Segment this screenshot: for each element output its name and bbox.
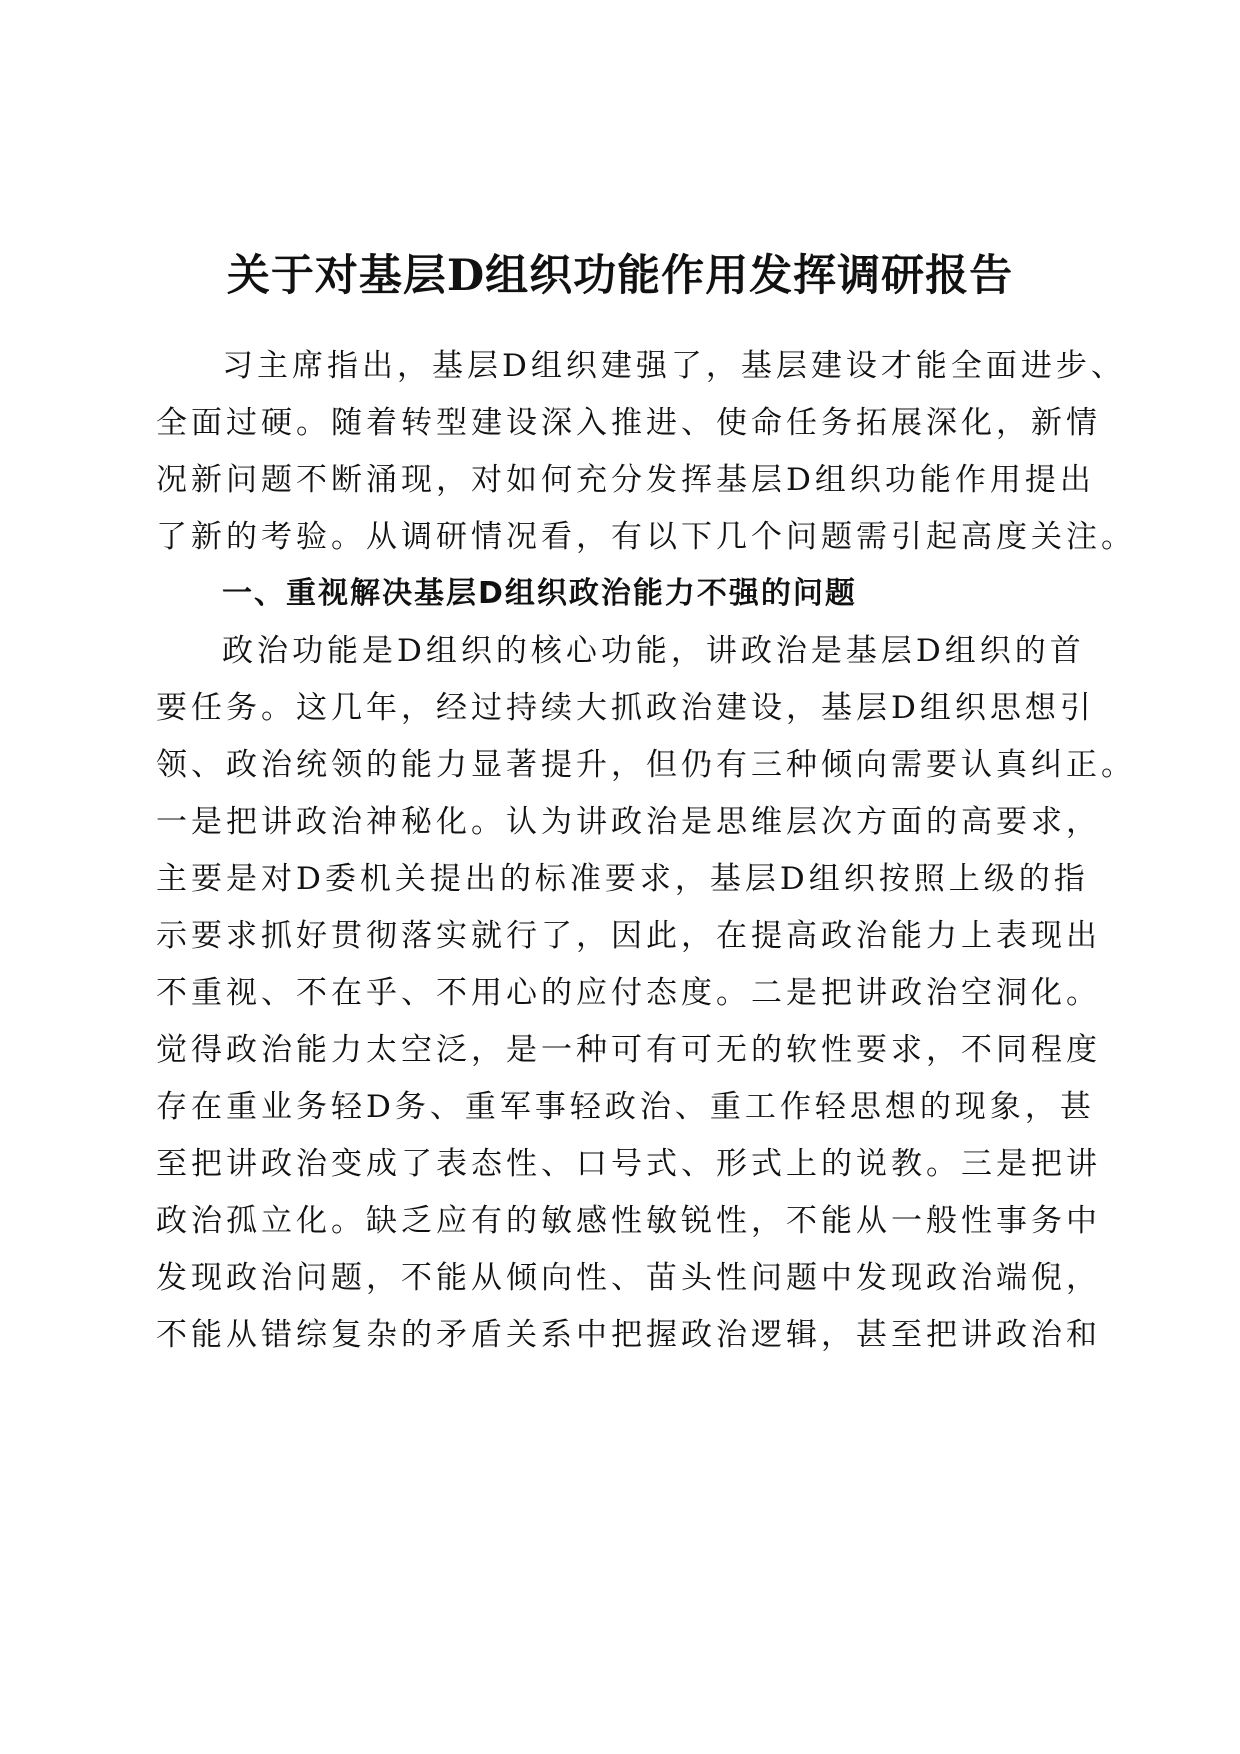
body-line: 一是把讲政治神秘化。认为讲政治是思维层次方面的高要求， [156, 804, 1101, 840]
body-line: 存在重业务轻D务、重军事轻政治、重工作轻思想的现象，甚 [156, 1089, 1095, 1125]
section-heading: 一、重视解决基层D组织政治能力不强的问题 [222, 576, 857, 611]
document-title: 关于对基层D组织功能作用发挥调研报告 [226, 251, 1014, 301]
intro-line: 了新的考验。从调研情况看，有以下几个问题需引起高度关注。 [156, 519, 1136, 555]
body-line: 至把讲政治变成了表态性、口号式、形式上的说教。三是把讲 [156, 1146, 1101, 1182]
body-line: 政治孤立化。缺乏应有的敏感性敏锐性，不能从一般性事务中 [156, 1203, 1101, 1239]
body-line: 发现政治问题，不能从倾向性、苗头性问题中发现政治端倪， [156, 1260, 1101, 1296]
body-line: 觉得政治能力太空泛，是一种可有可无的软性要求，不同程度 [156, 1032, 1101, 1068]
body-line: 主要是对D委机关提出的标准要求，基层D组织按照上级的指 [156, 861, 1089, 897]
body-line: 领、政治统领的能力显著提升，但仍有三种倾向需要认真纠正。 [156, 747, 1136, 783]
body-line: 不能从错综复杂的矛盾关系中把握政治逻辑，甚至把讲政治和 [156, 1317, 1101, 1353]
intro-line: 习主席指出，基层D组织建强了，基层建设才能全面进步、 [222, 348, 1126, 384]
body-line: 政治功能是D组织的核心功能，讲政治是基层D组织的首 [222, 633, 1085, 669]
body-line: 示要求抓好贯彻落实就行了，因此，在提高政治能力上表现出 [156, 918, 1101, 954]
intro-line: 况新问题不断涌现，对如何充分发挥基层D组织功能作用提出 [156, 462, 1095, 498]
intro-line: 全面过硬。随着转型建设深入推进、使命任务拓展深化，新情 [156, 405, 1101, 441]
body-line: 要任务。这几年，经过持续大抓政治建设，基层D组织思想引 [156, 690, 1095, 726]
body-line: 不重视、不在乎、不用心的应付态度。二是把讲政治空洞化。 [156, 975, 1101, 1011]
